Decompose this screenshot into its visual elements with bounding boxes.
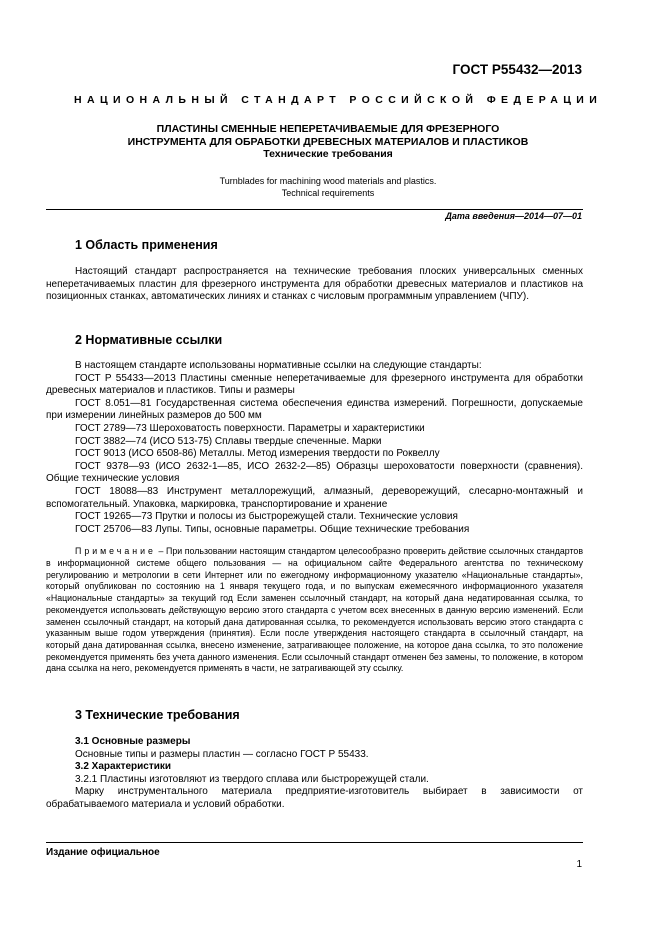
title-line-1: ПЛАСТИНЫ СМЕННЫЕ НЕПЕРЕТАЧИВАЕМЫЕ ДЛЯ ФРЕЗЕРНОГО: [156, 123, 500, 135]
section-1-heading: 1 Область применения: [75, 238, 218, 252]
page-number: 1: [576, 859, 582, 870]
reference-item: ГОСТ 19265—73 Прутки и полосы из быстрорежущей стали. Технические условия: [75, 511, 458, 523]
introduction-date: Дата введения—2014—07—01: [445, 211, 582, 221]
subsection-3-2-text: Марку инструментального материала предприятие-изготовитель выбирает в зависимости от обрабатываемого материала и условий обработки.: [46, 786, 583, 810]
section-scope: [46, 238, 583, 304]
title-subtitle: Технические требования: [263, 148, 393, 160]
section-technical-requirements: [46, 708, 583, 811]
reference-item: ГОСТ 3882—74 (ИСО 513-75) Сплавы твердые спеченные. Марки: [75, 435, 382, 447]
subsection-3-1-heading: 3.1 Основные размеры: [75, 736, 191, 747]
section-2-heading: 2 Нормативные ссылки: [75, 333, 223, 347]
section-1-text: Настоящий стандарт распространяется на технические требования плоских универсальных сменных неперетачиваемых пластин для фрезерного инструмента для обработки древесных материалов и пластиков на позиционных станках, автоматических линиях и станках с числовым программным управлением (ЧПУ).: [46, 266, 583, 303]
reference-note: [46, 546, 583, 675]
reference-item: ГОСТ 25706—83 Лупы. Типы, основные параметры. Общие технические требования: [75, 523, 470, 535]
note-label: Примечание: [75, 546, 156, 557]
reference-item: ГОСТ 8.051—81 Государственная система обеспечения единства измерений. Погрешности, допускаемые при измерении линейных размеров до 500 мм: [46, 397, 583, 422]
reference-item: ГОСТ 9013 (ИСО 6508-86) Металлы. Метод измерения твердости по Роквеллу: [75, 448, 440, 460]
reference-list: [46, 360, 583, 536]
title-divider: [46, 209, 583, 210]
section-references: [46, 333, 583, 675]
subsection-3-2-heading: 3.2 Характеристики: [75, 761, 172, 773]
official-edition: Издание официальное: [46, 847, 160, 858]
reference-item: ГОСТ 9378—93 (ИСО 2632-1—85, ИСО 2632-2—85) Образцы шероховатости поверхности (сравнения). Общие технические условия: [46, 460, 583, 485]
title-line-2: ИНСТРУМЕНТА ДЛЯ ОБРАБОТКИ ДРЕВЕСНЫХ МАТЕРИАЛОВ И ПЛАСТИКОВ: [127, 135, 529, 148]
reference-item: ГОСТ Р 55433—2013 Пластины сменные неперетачиваемые для фрезерного инструмента для обработки древесных материалов и пластиков. Типы и размеры: [46, 372, 583, 397]
reference-item: ГОСТ 18088—83 Инструмент металлорежущий, алмазный, дереворежущий, слесарно-монтажный и вспомогательный. Упаковка, маркировка, транспортирование и хранение: [46, 485, 583, 510]
reference-item: В настоящем стандарте использованы нормативные ссылки на следующие стандарты:: [75, 360, 482, 371]
subsection-3-1-text: Основные типы и размеры пластин — согласно ГОСТ Р 55433.: [75, 748, 369, 760]
national-standard-banner: НАЦИОНАЛЬНЫЙ СТАНДАРТ РОССИЙСКОЙ ФЕДЕРАЦИИ: [74, 94, 603, 106]
english-title-line-1: Turnblades for machining wood materials and plastics.: [219, 176, 437, 186]
title-block: [74, 123, 582, 161]
footer-divider: [46, 842, 583, 843]
section-3-heading: 3 Технические требования: [75, 708, 240, 722]
reference-item: ГОСТ 2789—73 Шероховатость поверхности. Параметры и характеристики: [75, 422, 425, 434]
english-title-line-2: Technical requirements: [281, 187, 375, 198]
english-title: [74, 176, 582, 199]
subsection-3-2-1-text: 3.2.1 Пластины изготовляют из твердого сплава или быстрорежущей стали.: [75, 773, 429, 785]
note-text: – При пользовании настоящим стандартом целесообразно проверить действие ссылочных стандартов в информационной системе общего пользования — на официальном сайте Федерального агентства по техническому регулированию и метрологии в сети Интернет или по ежегодному информационному указателю «Национальные стандарты», который опубликован по состоянию на 1 января текущего года, и по выпускам ежемесячного информационного указателя «Национальные стандарты» за текущий год Если заменен ссылочный стандарт, на который дана недатированная ссылка, то рекомендуется использовать действующую версию этого стандарта с учетом всех внесенных в данную версию изменений. Если заменен ссылочный стандарт, на который дана датированная ссылка, то рекомендуется использовать версию этого стандарта с указанным выше годом утверждения (принятия). Если после утверждения настоящего стандарта в ссылочный стандарт, на который дана датированная ссылка, внесено изменение, затрагивающее положение, на которое дана ссылка, то это положение рекомендуется применять без учета данного изменения. Если ссылочный стандарт отменен без замены, то положение, в котором дана ссылка на него, рекомендуется применять в части, не затрагивающей эту ссылку.: [46, 546, 583, 674]
gost-number: ГОСТ Р55432—2013: [452, 62, 582, 77]
